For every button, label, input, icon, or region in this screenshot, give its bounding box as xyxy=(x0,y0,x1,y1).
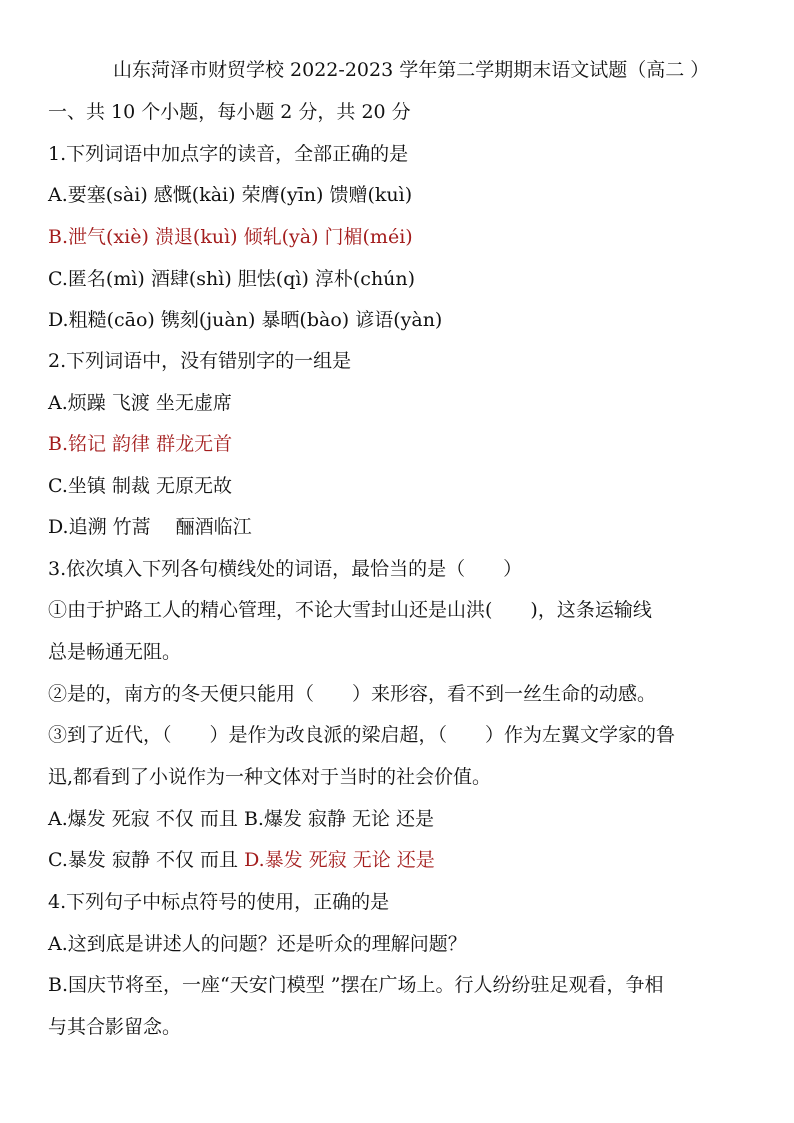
question-2-option-c: C.坐镇 制裁 无原无故 xyxy=(48,475,232,497)
question-2-stem: 2.下列词语中，没有错别字的一组是 xyxy=(48,350,352,372)
question-3-options-row-2 xyxy=(48,847,758,873)
question-3-option-a: A.爆发 死寂 不仅 而且 xyxy=(48,808,238,830)
question-2-option-d: D.追溯 竹蒿 酾酒临江 xyxy=(48,516,252,538)
question-3-option-b: B.爆发 寂静 无论 还是 xyxy=(243,808,435,830)
question-4-option-b-continued: 与其合影留念。 xyxy=(48,1016,182,1038)
question-3-sentence-1-continued: 总是畅通无阻。 xyxy=(48,641,182,663)
question-4-option-b: B.国庆节将至，一座“天安门模型 ”摆在广场上。行人纷纷驻足观看，争相 xyxy=(48,974,664,996)
question-1-stem: 1.下列词语中加点字的读音，全部正确的是 xyxy=(48,143,409,165)
question-4-stem: 4.下列句子中标点符号的使用，正确的是 xyxy=(48,891,390,913)
question-1-option-c: C.匿名(mì) 酒肆(shì) 胆怯(qì) 淳朴(chún) xyxy=(48,268,416,290)
question-4-option-a: A.这到底是讲述人的问题？还是听众的理解问题？ xyxy=(48,933,467,955)
question-1-option-a: A.要塞(sài) 感慨(kài) 荣膺(yīn) 馈赠(kuì) xyxy=(48,184,413,206)
question-3-sentence-3: ③到了近代，（ ）是作为改良派的梁启超，（ ）作为左翼文学家的鲁 xyxy=(48,724,676,746)
question-3-options-row-1 xyxy=(48,806,758,832)
question-3-option-c: C.暴发 寂静 不仅 而且 xyxy=(48,849,239,871)
question-3-stem: 3.依次填入下列各句横线处的词语，最恰当的是（ ） xyxy=(48,558,523,580)
section-heading: 一、共 10 个小题，每小题 2 分，共 20 分 xyxy=(48,101,411,123)
question-3-option-d-answer: D.暴发 死寂 无论 还是 xyxy=(244,849,435,871)
question-3-sentence-3-continued: 迅,都看到了小说作为一种文体对于当时的社会价值。 xyxy=(48,766,492,788)
exam-title: 山东菏泽市财贸学校 2022-2023 学年第二学期期末语文试题（高二 ） xyxy=(113,59,710,81)
question-3-sentence-2: ②是的，南方的冬天便只能用（ ）来形容，看不到一丝生命的动感。 xyxy=(48,683,657,705)
question-3-sentence-1: ①由于护路工人的精心管理，不论大雪封山还是山洪( )，这条运输线 xyxy=(48,599,652,621)
question-2-option-a: A.烦躁 飞渡 坐无虚席 xyxy=(48,392,232,414)
question-1-option-b-answer: B.泄气(xiè) 溃退(kuì) 倾轧(yà) 门楣(méi) xyxy=(48,226,413,248)
question-2-option-b-answer: B.铭记 韵律 群龙无首 xyxy=(48,433,233,455)
question-1-option-d: D.粗糙(cāo) 镌刻(juàn) 暴晒(bào) 谚语(yàn) xyxy=(48,309,443,331)
